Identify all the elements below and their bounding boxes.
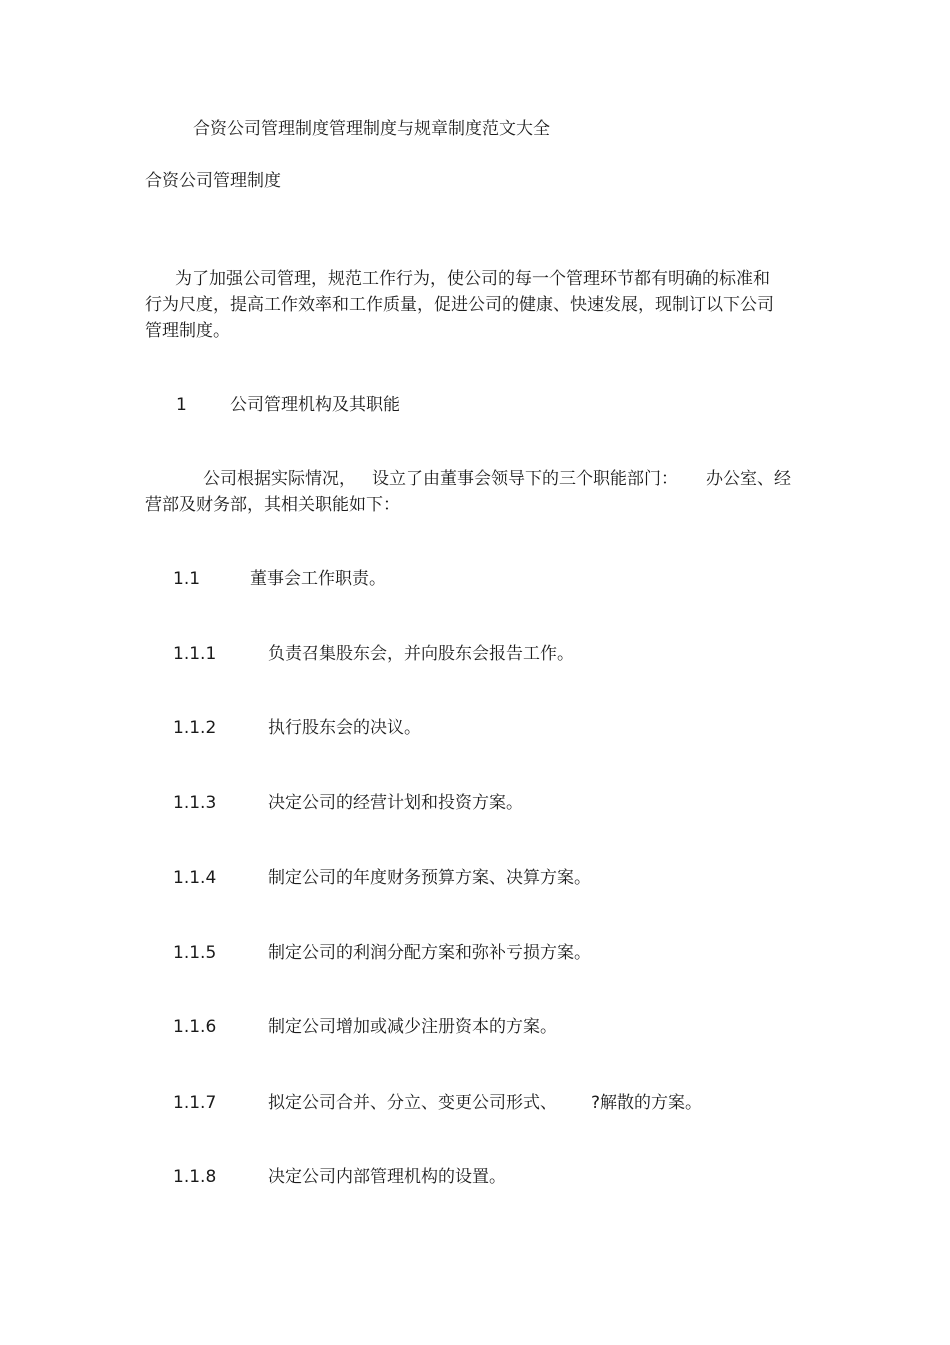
list-item-text-part2: ?解散的方案。 (591, 1093, 703, 1113)
list-item-number: 1.1.5 (173, 943, 217, 963)
list-item-text: 制定公司的利润分配方案和弥补亏损方案。 (268, 943, 591, 963)
list-item (173, 792, 813, 814)
list-item (173, 1092, 813, 1114)
list-item-number: 1.1.8 (173, 1167, 217, 1187)
list-item-text-part1: 拟定公司合并、分立、变更公司形式、 (268, 1093, 557, 1113)
list-item-text (268, 1092, 702, 1114)
section-number: 1 (176, 395, 187, 415)
document-subtitle: 合资公司管理制度 (145, 171, 281, 191)
document-title: 合资公司管理制度管理制度与规章制度范文大全 (193, 119, 550, 139)
list-item-number: 1.1.4 (173, 868, 217, 888)
list-item-text: 制定公司增加或减少注册资本的方案。 (268, 1017, 557, 1037)
list-item-number: 1.1.2 (173, 718, 217, 738)
list-item-text: 执行股东会的决议。 (268, 718, 421, 738)
list-item-text: 决定公司内部管理机构的设置。 (268, 1167, 506, 1187)
list-item (173, 942, 813, 964)
list-item-text: 制定公司的年度财务预算方案、决算方案。 (268, 868, 591, 888)
list-item (173, 867, 813, 889)
subsection-number: 1.1 (173, 569, 201, 589)
departments-paragraph-line2: 营部及财务部，其相关职能如下： (145, 495, 400, 515)
intro-paragraph: 为了加强公司管理，规范工作行为，使公司的每一个管理环节都有明确的标准和行为尺度，提高工作效率和工作质量，促进公司的健康、快速发展，现制订以下公司管理制度。 (145, 269, 774, 341)
departments-text-part1: 公司根据实际情况， (203, 469, 356, 489)
departments-text-part2: 设立了由董事会领导下的三个职能部门： (372, 469, 678, 489)
departments-text-part3: 办公室、经 (706, 469, 791, 489)
list-item-number: 1.1.3 (173, 793, 217, 813)
list-item (173, 1016, 813, 1038)
list-item-number: 1.1.1 (173, 644, 217, 664)
departments-paragraph (145, 466, 815, 518)
list-item-number: 1.1.6 (173, 1017, 217, 1037)
list-item (173, 1166, 813, 1188)
list-item (173, 643, 813, 665)
list-item-text: 负责召集股东会，并向股东会报告工作。 (268, 644, 574, 664)
list-item-text: 决定公司的经营计划和投资方案。 (268, 793, 523, 813)
section-title: 公司管理机构及其职能 (230, 395, 400, 415)
subsection-text: 董事会工作职责。 (250, 569, 386, 589)
list-item (173, 717, 813, 739)
departments-paragraph-line1 (145, 466, 815, 492)
list-item-number: 1.1.7 (173, 1093, 217, 1113)
subsection-1-1 (173, 568, 813, 590)
